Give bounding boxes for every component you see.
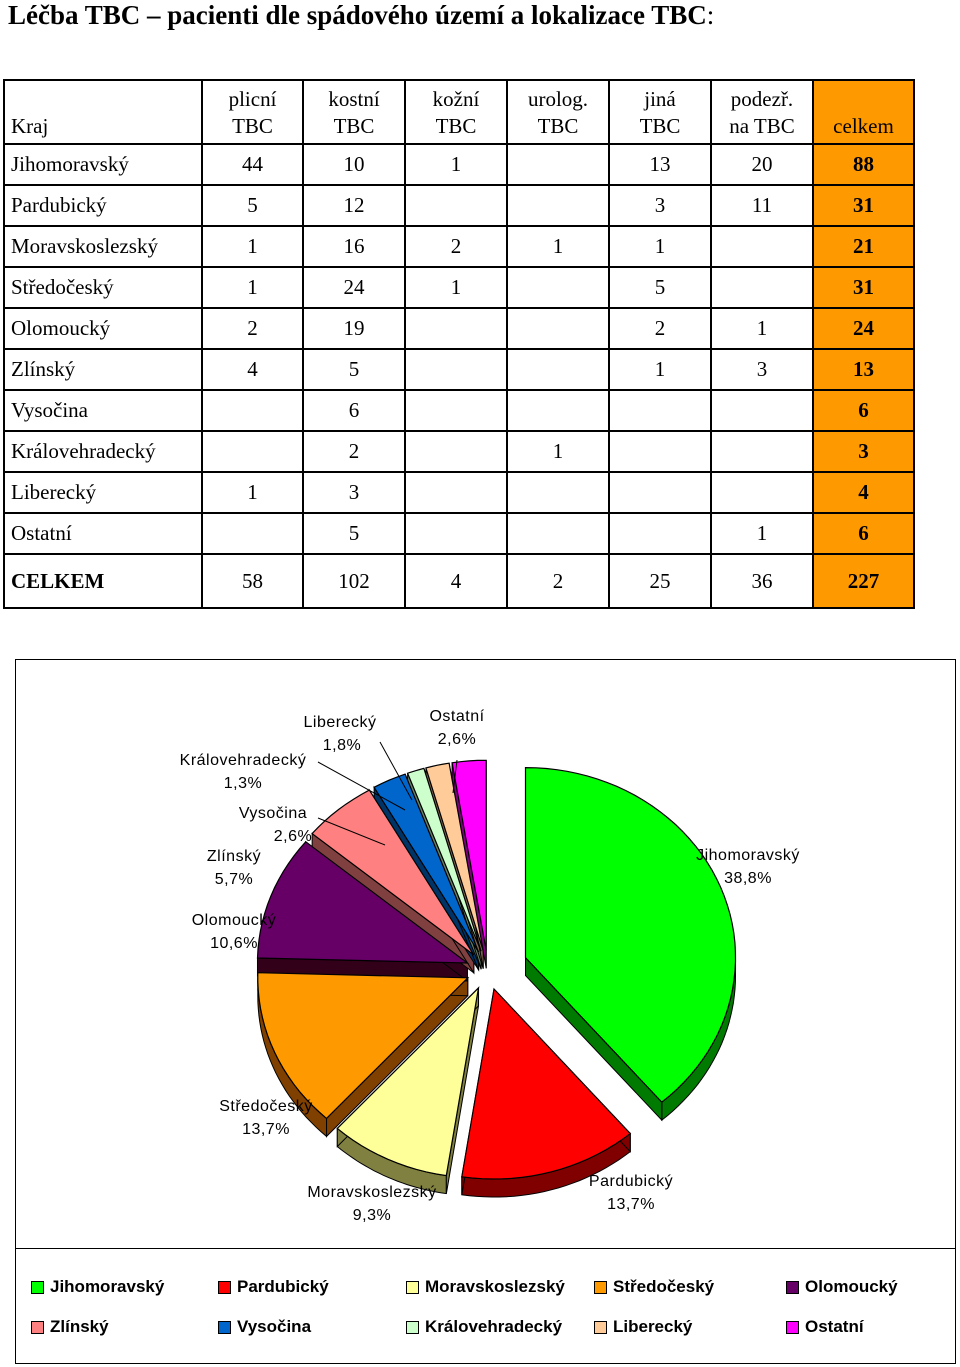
region-name-cell: CELKEM bbox=[4, 554, 202, 608]
legend-label: Ostatní bbox=[805, 1317, 864, 1336]
region-name-cell: Vysočina bbox=[4, 390, 202, 431]
legend-item bbox=[406, 1277, 565, 1297]
value-cell: 3 bbox=[303, 472, 405, 513]
legend-item bbox=[786, 1277, 898, 1297]
value-cell: 10 bbox=[303, 144, 405, 185]
legend-item bbox=[218, 1277, 329, 1297]
legend-label: Středočeský bbox=[613, 1277, 715, 1296]
legend-swatch bbox=[31, 1321, 44, 1334]
total-cell: 3 bbox=[813, 431, 914, 472]
header-line-1: kostní bbox=[328, 87, 380, 111]
pie-slice-0 bbox=[526, 768, 736, 1103]
total-cell: 4 bbox=[813, 472, 914, 513]
value-cell: 1 bbox=[202, 267, 303, 308]
value-cell: 1 bbox=[202, 472, 303, 513]
value-cell: 24 bbox=[303, 267, 405, 308]
value-cell: 11 bbox=[711, 185, 813, 226]
region-name-cell: Ostatní bbox=[4, 513, 202, 554]
legend-swatch bbox=[406, 1281, 419, 1294]
header-line-2: celkem bbox=[833, 114, 894, 138]
chart-legend bbox=[15, 1248, 956, 1364]
data-label-value: 9,3% bbox=[352, 1207, 392, 1224]
header-line-2: na TBC bbox=[729, 114, 795, 138]
data-label-value: 2,6% bbox=[437, 731, 477, 748]
data-label-value: 2,6% bbox=[273, 828, 313, 845]
value-cell: 1 bbox=[405, 144, 507, 185]
legend-swatch bbox=[786, 1321, 799, 1334]
value-cell: 1 bbox=[507, 431, 609, 472]
legend-label: Olomoucký bbox=[805, 1277, 898, 1296]
header-line-1: jiná bbox=[644, 87, 676, 111]
total-cell: 24 bbox=[813, 308, 914, 349]
data-label-category: Jihomoravský bbox=[696, 847, 800, 864]
data-label-category: Zlínský bbox=[206, 848, 262, 865]
legend-item bbox=[31, 1317, 109, 1337]
value-cell: 36 bbox=[711, 554, 813, 608]
data-label-value: 10,6% bbox=[210, 935, 258, 952]
value-cell: 1 bbox=[507, 226, 609, 267]
legend-label: Zlínský bbox=[50, 1317, 109, 1336]
legend-label: Moravskoslezský bbox=[425, 1277, 565, 1296]
header-line-2: TBC bbox=[537, 114, 579, 138]
data-label-value: 1,8% bbox=[322, 737, 362, 754]
legend-item bbox=[786, 1317, 864, 1337]
total-cell: 21 bbox=[813, 226, 914, 267]
value-cell: 1 bbox=[711, 308, 813, 349]
legend-item bbox=[218, 1317, 311, 1337]
total-cell: 13 bbox=[813, 349, 914, 390]
legend-item bbox=[406, 1317, 562, 1337]
value-cell: 102 bbox=[303, 554, 405, 608]
legend-label: Liberecký bbox=[613, 1317, 693, 1336]
value-cell: 25 bbox=[609, 554, 711, 608]
legend-swatch bbox=[406, 1321, 419, 1334]
total-cell: 88 bbox=[813, 144, 914, 185]
data-label-category: Pardubický bbox=[588, 1173, 674, 1190]
region-name-cell: Středočeský bbox=[4, 267, 202, 308]
data-label-value: 5,7% bbox=[214, 871, 254, 888]
value-cell: 1 bbox=[202, 226, 303, 267]
legend-swatch bbox=[218, 1321, 231, 1334]
data-label-category: Moravskoslezský bbox=[307, 1184, 437, 1201]
legend-label: Pardubický bbox=[237, 1277, 329, 1296]
legend-swatch bbox=[594, 1321, 607, 1334]
legend-item bbox=[31, 1277, 164, 1297]
data-label-value: 13,7% bbox=[607, 1196, 655, 1213]
header-line-2: TBC bbox=[333, 114, 375, 138]
total-cell: 227 bbox=[813, 554, 914, 608]
value-cell: 12 bbox=[303, 185, 405, 226]
region-name-cell: Pardubický bbox=[4, 185, 202, 226]
header-line-2: Kraj bbox=[11, 114, 49, 138]
total-cell: 31 bbox=[813, 185, 914, 226]
value-cell: 5 bbox=[303, 513, 405, 554]
region-name-cell: Jihomoravský bbox=[4, 144, 202, 185]
header-line-1: podezř. bbox=[730, 87, 794, 111]
value-cell: 1 bbox=[609, 226, 711, 267]
legend-label: Vysočina bbox=[237, 1317, 312, 1336]
data-label-category: Olomoucký bbox=[191, 912, 277, 929]
data-label-category: Liberecký bbox=[303, 714, 377, 731]
value-cell: 2 bbox=[202, 308, 303, 349]
legend-swatch bbox=[594, 1281, 607, 1294]
legend-swatch bbox=[786, 1281, 799, 1294]
region-name-cell: Moravskoslezský bbox=[4, 226, 202, 267]
data-label-category: Středočeský bbox=[219, 1098, 313, 1115]
value-cell: 6 bbox=[303, 390, 405, 431]
header-line-1: plicní bbox=[228, 87, 277, 111]
value-cell: 58 bbox=[202, 554, 303, 608]
value-cell: 2 bbox=[507, 554, 609, 608]
value-cell: 3 bbox=[609, 185, 711, 226]
data-label-category: Ostatní bbox=[429, 708, 485, 725]
value-cell: 19 bbox=[303, 308, 405, 349]
value-cell: 1 bbox=[609, 349, 711, 390]
legend-item bbox=[594, 1277, 714, 1297]
value-cell: 5 bbox=[202, 185, 303, 226]
legend-label: Jihomoravský bbox=[50, 1277, 165, 1296]
value-cell: 2 bbox=[303, 431, 405, 472]
data-label-category: Královehradecký bbox=[179, 752, 307, 769]
region-name-cell: Zlínský bbox=[4, 349, 202, 390]
region-name-cell: Olomoucký bbox=[4, 308, 202, 349]
region-name-cell: Liberecký bbox=[4, 472, 202, 513]
header-line-2: TBC bbox=[232, 114, 273, 138]
data-label-value: 38,8% bbox=[724, 870, 772, 887]
value-cell: 13 bbox=[609, 144, 711, 185]
header-line-2: TBC bbox=[639, 114, 681, 138]
page-title: Léčba TBC – pacienti dle spádového území a lokalizace TBC: bbox=[8, 0, 715, 30]
value-cell: 16 bbox=[303, 226, 405, 267]
value-cell: 44 bbox=[202, 144, 303, 185]
legend-label: Královehradecký bbox=[425, 1317, 563, 1336]
total-cell: 6 bbox=[813, 513, 914, 554]
total-cell: 6 bbox=[813, 390, 914, 431]
total-cell: 31 bbox=[813, 267, 914, 308]
data-label-value: 1,3% bbox=[223, 775, 263, 792]
value-cell: 2 bbox=[609, 308, 711, 349]
value-cell: 1 bbox=[711, 513, 813, 554]
value-cell: 5 bbox=[303, 349, 405, 390]
legend-swatch bbox=[31, 1281, 44, 1294]
value-cell: 3 bbox=[711, 349, 813, 390]
legend-item bbox=[594, 1317, 692, 1337]
legend-swatch bbox=[218, 1281, 231, 1294]
value-cell: 5 bbox=[609, 267, 711, 308]
data-label-value: 13,7% bbox=[242, 1121, 290, 1138]
header-line-1: urolog. bbox=[527, 87, 589, 111]
value-cell: 4 bbox=[202, 349, 303, 390]
value-cell: 20 bbox=[711, 144, 813, 185]
data-label-category: Vysočina bbox=[238, 805, 308, 822]
header-line-2: TBC bbox=[435, 114, 477, 138]
header-line-1: kožní bbox=[432, 87, 480, 111]
value-cell: 4 bbox=[405, 554, 507, 608]
value-cell: 2 bbox=[405, 226, 507, 267]
value-cell: 1 bbox=[405, 267, 507, 308]
region-name-cell: Královehradecký bbox=[4, 431, 202, 472]
